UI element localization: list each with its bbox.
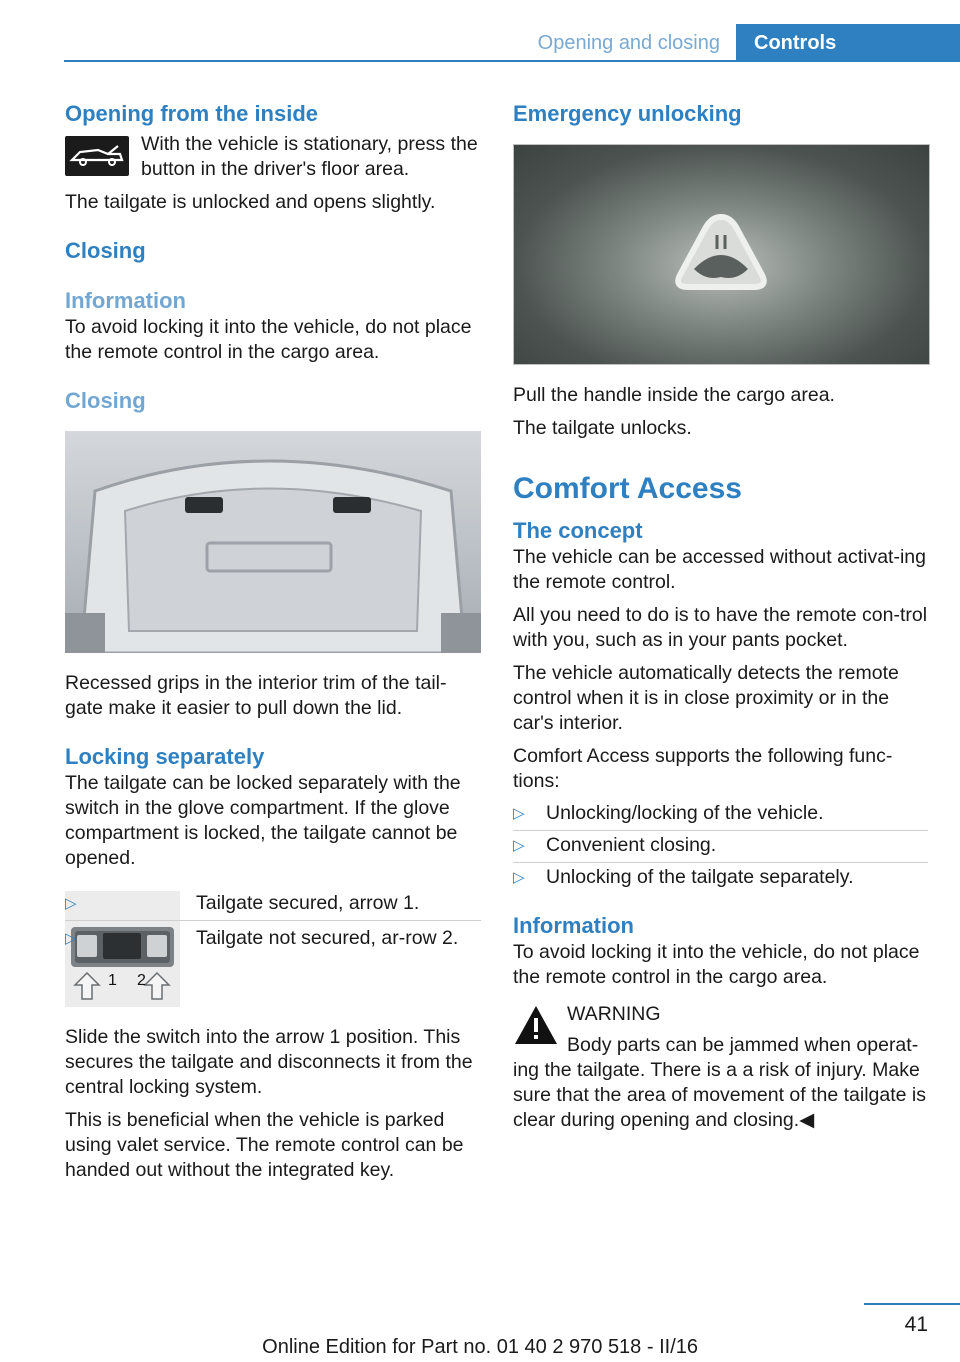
opening-result: The tailgate is unlocked and opens slightly. — [65, 191, 436, 213]
page-header — [64, 24, 960, 62]
concept-p1: The vehicle can be accessed without activat‐ing the remote control. — [513, 546, 926, 593]
heading-information-left: Information — [65, 288, 186, 313]
warning-text: Body parts can be jammed when operat‐ing the tailgate. There is a a risk of injury. Make sure that the area of movement of the tailgate is clear during opening and closing.◀ — [513, 1034, 926, 1131]
information-text-left: To avoid locking it into the vehicle, do not place the remote control in the cargo area. — [65, 316, 472, 363]
list-separator — [65, 920, 481, 921]
concept-p4: Comfort Access supports the following func‐tions: — [513, 745, 893, 792]
warning-block — [513, 1002, 928, 1133]
list-separator — [513, 862, 928, 863]
page-footer — [0, 1303, 960, 1359]
list-item-text: Tailgate not secured, ar‐row 2. — [196, 927, 459, 949]
left-column — [65, 100, 481, 1183]
functions-list — [513, 801, 928, 890]
list-arrow-icon: ▷ — [65, 930, 77, 947]
heading-information-right: Information — [513, 913, 634, 938]
heading-closing-sub: Closing — [65, 388, 146, 413]
list-item — [65, 926, 481, 951]
right-column — [513, 100, 928, 1133]
locking-text: The tailgate can be locked separately with the switch in the glove compartment. If the glove compartment is locked, the tailgate cannot be opened. — [65, 772, 461, 869]
heading-comfort-access: Comfort Access — [513, 472, 742, 505]
warning-triangle-icon — [513, 1004, 559, 1046]
warning-label: WARNING — [567, 1003, 661, 1025]
list-item — [513, 801, 928, 826]
heading-opening-inside: Opening from the inside — [65, 101, 319, 126]
opening-instruction: With the vehicle is stationary, press the button in the driver's floor area. — [141, 133, 478, 180]
page-number: 41 — [904, 1313, 928, 1336]
heading-concept: The concept — [513, 518, 643, 543]
list-item-text: Unlocking/locking of the vehicle. — [546, 802, 824, 824]
concept-p2: All you need to do is to have the remote con‐trol with you, such as in your pants pocket. — [513, 604, 928, 651]
chapter-tab: Controls — [736, 24, 960, 62]
heading-locking-separately: Locking separately — [65, 744, 265, 769]
emergency-para1: Pull the handle inside the cargo area. — [513, 384, 835, 406]
switch-label-2: 2 — [137, 972, 146, 989]
heading-closing: Closing — [65, 238, 146, 263]
list-separator — [513, 830, 928, 831]
information-text-right: To avoid locking it into the vehicle, do not place the remote control in the cargo area. — [513, 941, 920, 988]
section-title: Opening and closing — [537, 32, 720, 54]
list-item-text: Tailgate secured, arrow 1. — [196, 892, 420, 914]
locking-para2: This is beneficial when the vehicle is parked using valet service. The remote control can be handed out without the integrated key. — [65, 1109, 464, 1181]
tailgate-button-icon — [65, 136, 129, 176]
list-item — [65, 891, 481, 916]
closing-caption: Recessed grips in the interior trim of the tail‐gate make it easier to pull down the lid. — [65, 672, 447, 719]
concept-p3: The vehicle automatically detects the remote control when it is in close proximity or in the car's interior. — [513, 662, 899, 734]
switch-label-1: 1 — [108, 972, 117, 989]
list-arrow-icon: ▷ — [513, 837, 525, 854]
edition-line: Online Edition for Part no. 01 40 2 970 518 - II/16 — [262, 1336, 698, 1358]
list-item-text: Convenient closing. — [546, 834, 717, 856]
tailgate-interior-photo — [65, 431, 481, 653]
list-arrow-icon: ▷ — [513, 869, 525, 886]
emergency-handle-photo — [513, 144, 930, 365]
footer-rule — [864, 1303, 960, 1305]
header-rule — [64, 60, 960, 62]
list-arrow-icon: ▷ — [65, 895, 77, 912]
heading-emergency-unlocking: Emergency unlocking — [513, 101, 742, 126]
list-item — [513, 833, 928, 858]
list-item-text: Unlocking of the tailgate separately. — [546, 866, 854, 888]
list-item — [513, 865, 928, 890]
list-arrow-icon: ▷ — [513, 805, 525, 822]
emergency-para2: The tailgate unlocks. — [513, 417, 692, 439]
locking-para1: Slide the switch into the arrow 1 position. This secures the tailgate and disconnects it from the central locking system. — [65, 1026, 473, 1098]
